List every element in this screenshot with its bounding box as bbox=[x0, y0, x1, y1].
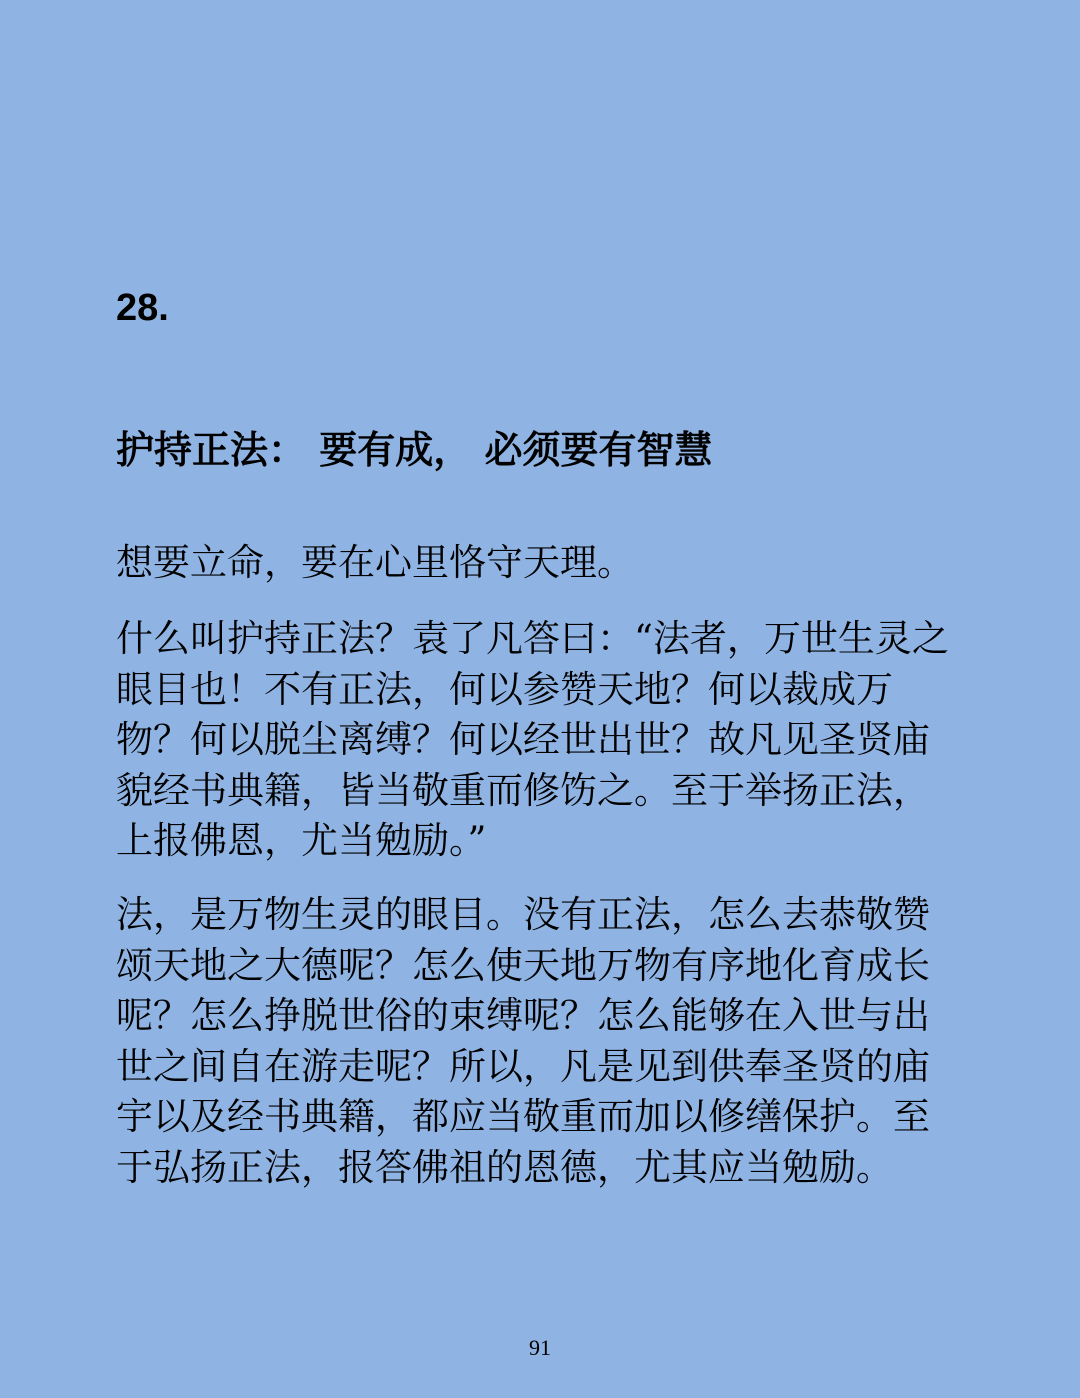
page-number: 91 bbox=[529, 1335, 551, 1360]
paragraph: 想要立命，要在心里恪守天理。 bbox=[116, 541, 634, 584]
section-number: 28. bbox=[116, 287, 169, 329]
section-title: 护持正法： 要有成， 必须要有智慧 bbox=[116, 428, 713, 472]
paragraph: 什么叫护持正法？袁了凡答曰：“法者，万世生灵之眼目也！不有正法，何以参赞天地？何以裁成万物？何以脱尘离缚？何以经世出世？故凡见圣贤庙貌经书典籍，皆当敬重而修饬之。至于举扬正法，上报佛恩，尤当勉励。” bbox=[116, 617, 949, 862]
paragraph: 法，是万物生灵的眼目。没有正法，怎么去恭敬赞颂天地之大德呢？怎么使天地万物有序地化育成长呢？怎么挣脱世俗的束缚呢？怎么能够在入世与出世之间自在游走呢？所以，凡是见到供奉圣贤的庙宇以及经书典籍，都应当敬重而加以修缮保护。至于弘扬正法，报答佛祖的恩德，尤其应当勉励。 bbox=[116, 893, 930, 1189]
